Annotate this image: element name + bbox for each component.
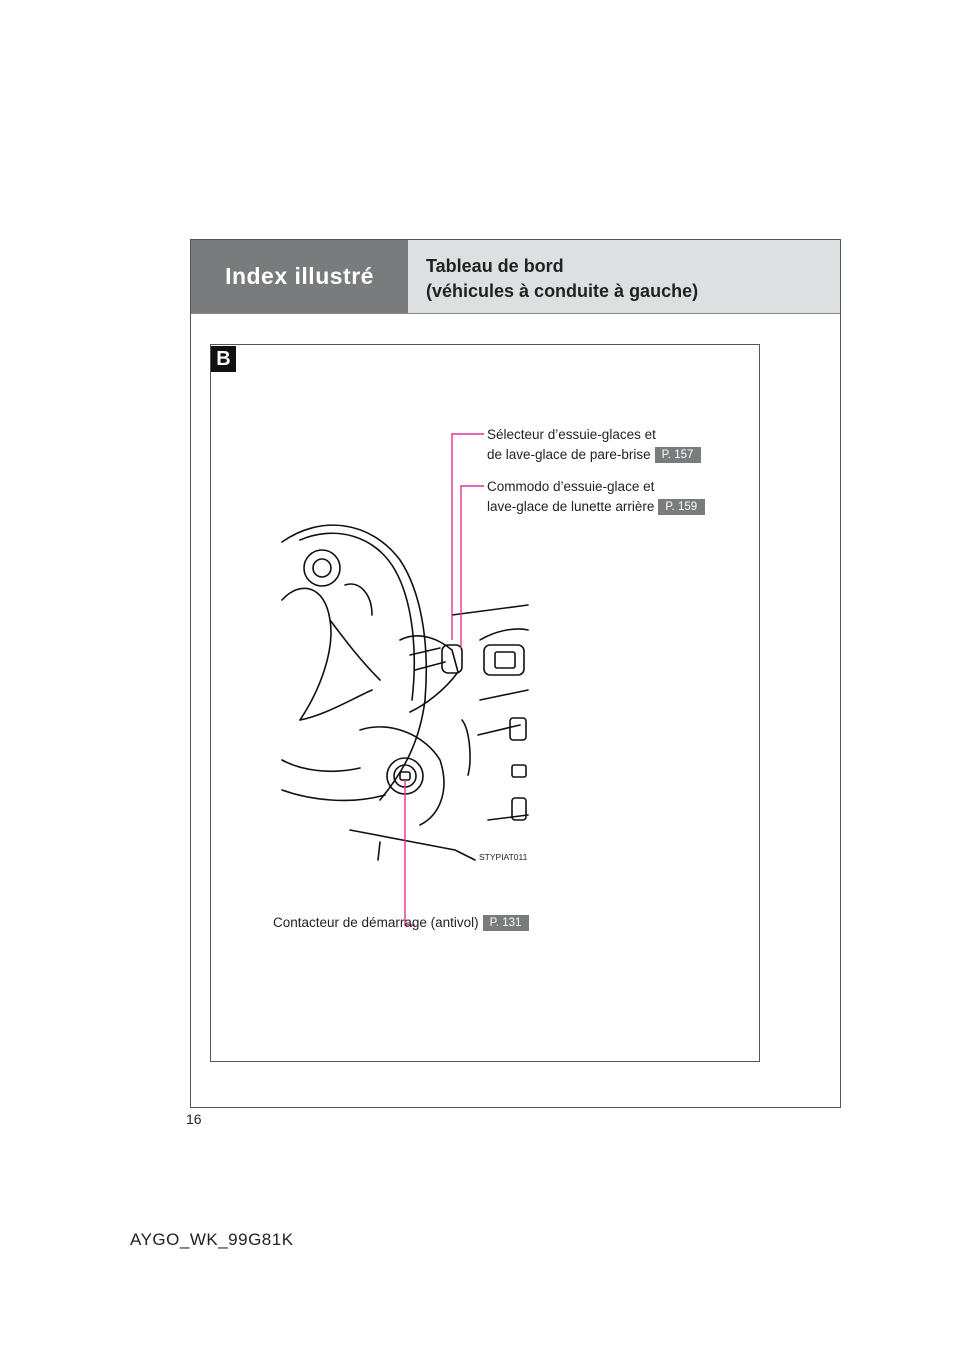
page-title-line1: Tableau de bord — [426, 256, 564, 276]
figure-badge: B — [211, 346, 236, 372]
section-tab: Index illustré — [191, 240, 408, 313]
callout-wiper-washer-switch: Sélecteur d’essuie-glaces et de lave-glace de pare-brise P. 157 — [487, 425, 701, 465]
image-code: STYPIAT011 — [479, 852, 528, 862]
callout-rear-wiper-switch: Commodo d’essuie-glace et lave-glace de lunette arrière P. 159 — [487, 477, 705, 517]
document-code: AYGO_WK_99G81K — [130, 1230, 294, 1249]
page-number: 16 — [186, 1111, 202, 1127]
page-ref-link[interactable]: P. 131 — [483, 915, 530, 931]
callout-ignition-switch: Contacteur de démarrage (antivol) P. 131 — [273, 913, 529, 933]
page-title-line2: (véhicules à conduite à gauche) — [426, 281, 699, 301]
page-ref-link[interactable]: P. 157 — [655, 447, 702, 463]
page-ref-link[interactable]: P. 159 — [658, 499, 705, 515]
